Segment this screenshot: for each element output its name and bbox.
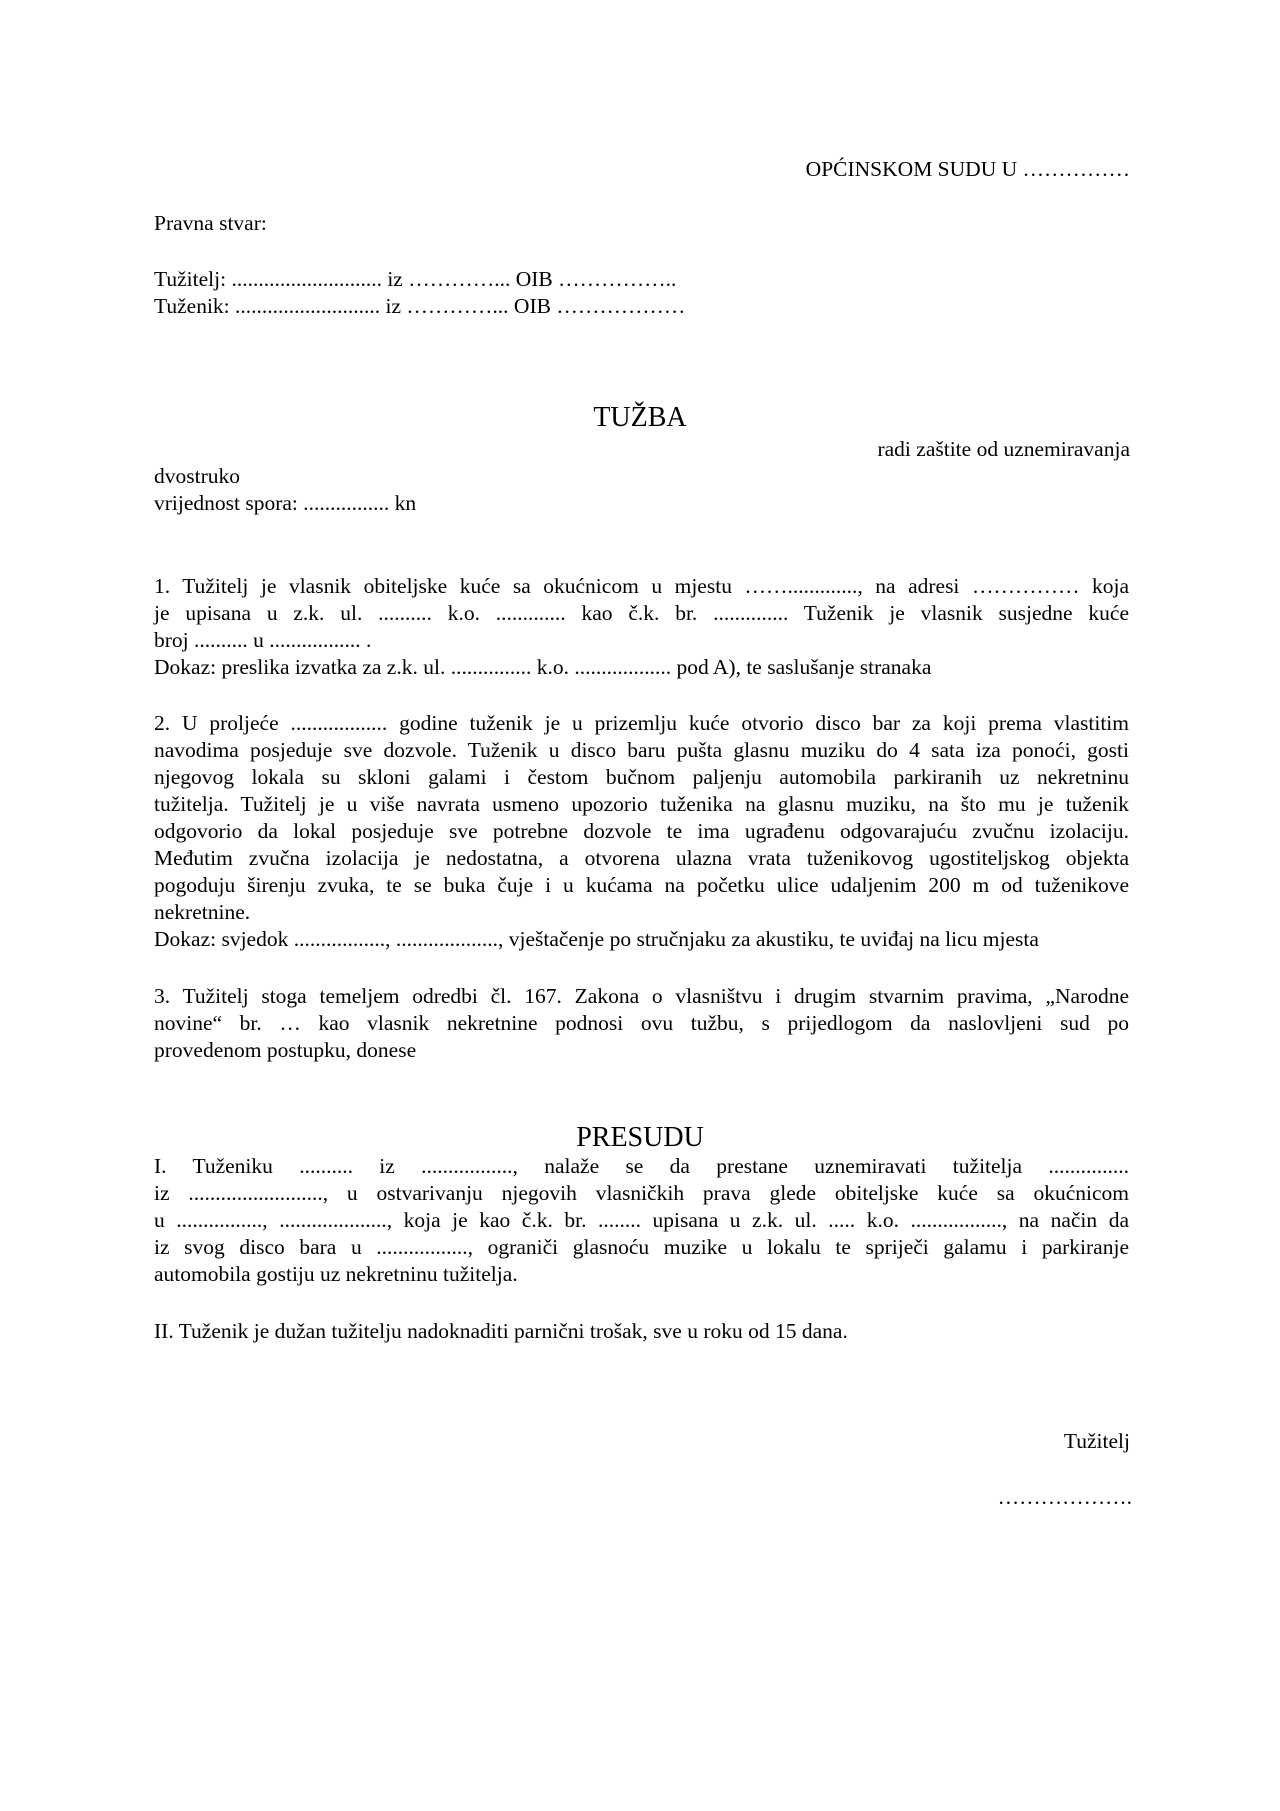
- paragraph-3-line: 3. Tužitelj stoga temeljem odredbi čl. 167. Zakona o vlasništvu i drugim stvarnim pravima, „Narodne: [154, 984, 1129, 1008]
- court-address: OPĆINSKOM SUDU U ……………: [805, 157, 1130, 181]
- paragraph-1-evidence: Dokaz: preslika izvatka za z.k. ul. ............... k.o. .................. pod A), te saslušanje stranaka: [154, 655, 932, 679]
- paragraph-3-line: novine“ br. … kao vlasnik nekretnine podnosi ovu tužbu, s prijedlogom da naslovljeni sud po: [154, 1011, 1129, 1035]
- paragraph-3: [154, 983, 1129, 1064]
- paragraph-2-line: njegovog lokala su skloni galami i čestom bučnom paljenju automobila parkiranih uz nekretninu: [154, 765, 1129, 789]
- paragraph-2-evidence: Dokaz: svjedok ................., ..................., vještačenje po stručnjaku za akustiku, te uviđaj na licu mjesta: [154, 927, 1039, 951]
- defendant-line: Tuženik: ........................... iz …………... OIB ………………: [154, 294, 686, 318]
- paragraph-2-line: pogoduju širenju zvuka, te se buka čuje i u kućama na početku ulice udaljenim 200 m od tuženikove: [154, 873, 1129, 897]
- paragraph-1: [154, 573, 1129, 681]
- paragraph-1-line: broj .......... u ................. .: [154, 628, 372, 652]
- paragraph-2-line: tužitelja. Tužitelj je u više navrata usmeno upozorio tuženika na glasnu muziku, na što mu je tuženik: [154, 792, 1129, 816]
- paragraph-2-line: navodima posjeduje sve dozvole. Tuženik u disco baru pušta glasnu muziku do 4 sata iza ponoći, gosti: [154, 738, 1129, 762]
- document-subtitle: radi zaštite od uznemiravanja: [877, 437, 1130, 461]
- verdict-item-2: II. Tuženik je dužan tužitelju nadoknaditi parnični trošak, sve u roku od 15 dana.: [154, 1319, 848, 1343]
- verdict-1-line: I. Tuženiku .......... iz ................., nalaže se da prestane uznemiravati tužitelja ...............: [154, 1154, 1129, 1178]
- paragraph-2-line: Međutim zvučna izolacija je nedostatna, a otvorena ulazna vrata tuženikovog ugostiteljskog objekta: [154, 846, 1129, 870]
- document-title: TUŽBA: [593, 402, 687, 433]
- paragraph-3-line: provedenom postupku, donese: [154, 1038, 417, 1062]
- legal-matter-label: Pravna stvar:: [154, 211, 267, 235]
- paragraph-2-line: nekretnine.: [154, 900, 251, 924]
- paragraph-1-line: 1. Tužitelj je vlasnik obiteljske kuće sa okućnicom u mjestu ……............., na adresi …………… koja: [154, 574, 1129, 598]
- verdict-1-line: iz svog disco bara u ................., ograniči glasnoću muzike u lokalu te spriječi galamu i parkiranje: [154, 1235, 1129, 1259]
- paragraph-2-line: 2. U proljeće .................. godine tuženik je u prizemlju kuće otvorio disco bar za koji prema vlastitim: [154, 711, 1129, 735]
- signature-label: Tužitelj: [1063, 1429, 1130, 1453]
- paragraph-2: [154, 710, 1129, 953]
- copies-note: [154, 463, 416, 517]
- verdict-1-line: iz ........................., u ostvarivanju njegovih vlasničkih prava glede obiteljske kuće sa okućnicom: [154, 1181, 1129, 1205]
- parties-block: [154, 266, 685, 320]
- verdict-1-line: automobila gostiju uz nekretninu tužitelja.: [154, 1262, 518, 1286]
- verdict-item-1: [154, 1153, 1129, 1288]
- paragraph-1-line: je upisana u z.k. ul. .......... k.o. ............. kao č.k. br. .............. Tuženik je vlasnik susjedne kuće: [154, 601, 1129, 625]
- signature-line: ……………….: [997, 1485, 1132, 1509]
- paragraph-2-line: odgovorio da lokal posjeduje sve potrebne dozvole te ima ugrađenu odgovarajuću zvučnu izolaciju.: [154, 819, 1129, 843]
- copies-label: dvostruko: [154, 464, 240, 488]
- verdict-title: PRESUDU: [576, 1122, 704, 1153]
- plaintiff-line: Tužitelj: ............................ iz …………... OIB ……………..: [154, 267, 677, 291]
- verdict-1-line: u ................, ...................., koja je kao č.k. br. ........ upisana u z.k. ul. ..... k.o. ................., na način da: [154, 1208, 1129, 1232]
- claim-value: vrijednost spora: ................ kn: [154, 491, 417, 515]
